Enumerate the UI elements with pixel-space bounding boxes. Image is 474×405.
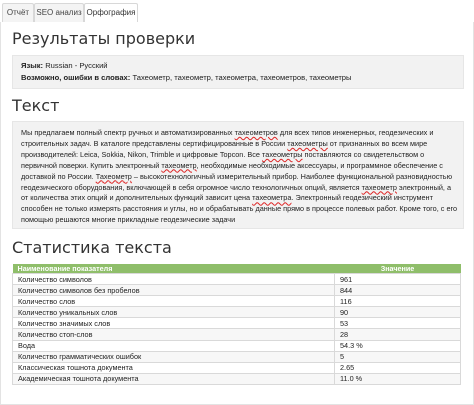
misspelled-word[interactable]: Тахеометр xyxy=(95,171,132,181)
text-fragment: , необходимые необходимые аксессуары, и программное обеспечение с доставкой по России. xyxy=(21,160,443,181)
text-fragment: Мы предлагаем полный спектр ручных и автоматизированных xyxy=(21,128,235,137)
tab-spelling[interactable]: Орфография xyxy=(84,3,138,23)
results-box xyxy=(12,55,464,89)
table-row xyxy=(13,329,461,340)
text-fragment: поставляются со свидетельством о первичной поверки. Купить электронный xyxy=(21,149,425,170)
stat-value: 5 xyxy=(335,351,461,362)
stat-name: Классическая тошнота документа xyxy=(13,362,335,373)
stats-table xyxy=(12,264,461,385)
text-box xyxy=(12,121,464,229)
spelling-panel xyxy=(0,22,474,405)
table-row xyxy=(13,351,461,362)
possible-errors-value: Тахеометр, тахеометр, тахеометра, тахеометров, тахеометры xyxy=(132,73,352,82)
misspelled-word[interactable]: тахеометра xyxy=(252,193,292,203)
table-row xyxy=(13,373,461,384)
tab-bar xyxy=(0,0,474,23)
possible-errors-line xyxy=(21,73,352,82)
misspelled-word[interactable]: тахеометр xyxy=(161,160,197,170)
stat-name: Количество уникальных слов xyxy=(13,307,335,318)
stat-value: 2.65 xyxy=(335,362,461,373)
table-row xyxy=(13,318,461,329)
stat-value: 53 xyxy=(335,318,461,329)
table-row xyxy=(13,362,461,373)
stat-value: 54.3 % xyxy=(335,340,461,351)
stat-value: 116 xyxy=(335,296,461,307)
text-fragment: от признанных во всем мире производителей: Leica, Sokkia, Nikon, Trimble и цифровые Topcon. Все xyxy=(21,138,428,159)
stat-value: 961 xyxy=(335,274,461,285)
stat-name: Количество символов xyxy=(13,274,335,285)
stat-name: Академическая тошнота документа xyxy=(13,373,335,384)
misspelled-word[interactable]: тахеометр xyxy=(361,182,397,192)
table-row xyxy=(13,296,461,307)
misspelled-word[interactable]: тахеометры xyxy=(262,149,303,159)
table-row xyxy=(13,274,461,285)
stats-title: Статистика текста xyxy=(12,238,172,257)
text-fragment: . Электронный геодезический инструмент способен не только измерять расстояния и углы, но и обрабатывать данные прямо в процессе полевых работ. Кроме того, с его помощью решаются многие прикладные геодезические задачи xyxy=(21,193,458,225)
misspelled-word[interactable]: тахеометров xyxy=(234,128,278,137)
stat-value: 28 xyxy=(335,329,461,340)
stats-header-row xyxy=(13,264,461,274)
stat-value: 844 xyxy=(335,285,461,296)
text-fragment: – высокотехнологичный измерительный прибор. Наиболее функциональной разновидностью геодезического оборудования, включающей в себя огромное число технологичных опций, является xyxy=(21,171,453,192)
language-line xyxy=(21,61,108,70)
stats-header-name: Наименование показателя xyxy=(13,264,335,274)
results-title: Результаты проверки xyxy=(12,29,196,48)
stat-name: Количество значимых слов xyxy=(13,318,335,329)
stat-name: Количество слов xyxy=(13,296,335,307)
checked-text xyxy=(21,128,458,226)
stat-value: 11.0 % xyxy=(335,373,461,384)
table-row xyxy=(13,307,461,318)
table-row xyxy=(13,285,461,296)
stats-header-value: Значение xyxy=(335,264,461,274)
stat-name: Количество грамматических ошибок xyxy=(13,351,335,362)
text-title: Текст xyxy=(12,96,60,115)
language-value: Russian - Русский xyxy=(45,61,108,70)
table-row xyxy=(13,340,461,351)
misspelled-word[interactable]: тахеометры xyxy=(287,138,328,148)
text-fragment: для всех типов инженерных, геодезических и строительных задач. В каталоге представлены сертифицированные в России xyxy=(21,128,434,148)
tab-seo-analysis[interactable]: SEO анализ xyxy=(34,3,84,22)
stat-name: Количество символов без пробелов xyxy=(13,285,335,296)
tab-report[interactable]: Отчёт xyxy=(2,3,34,22)
text-fragment: электронный, а от количества этих опций и дополнительных функций зависит цена xyxy=(21,182,452,203)
stat-name: Количество стоп-слов xyxy=(13,329,335,340)
language-label: Язык: xyxy=(21,61,44,70)
stat-value: 90 xyxy=(335,307,461,318)
stat-name: Вода xyxy=(13,340,335,351)
possible-errors-label: Возможно, ошибки в словах: xyxy=(21,73,131,82)
